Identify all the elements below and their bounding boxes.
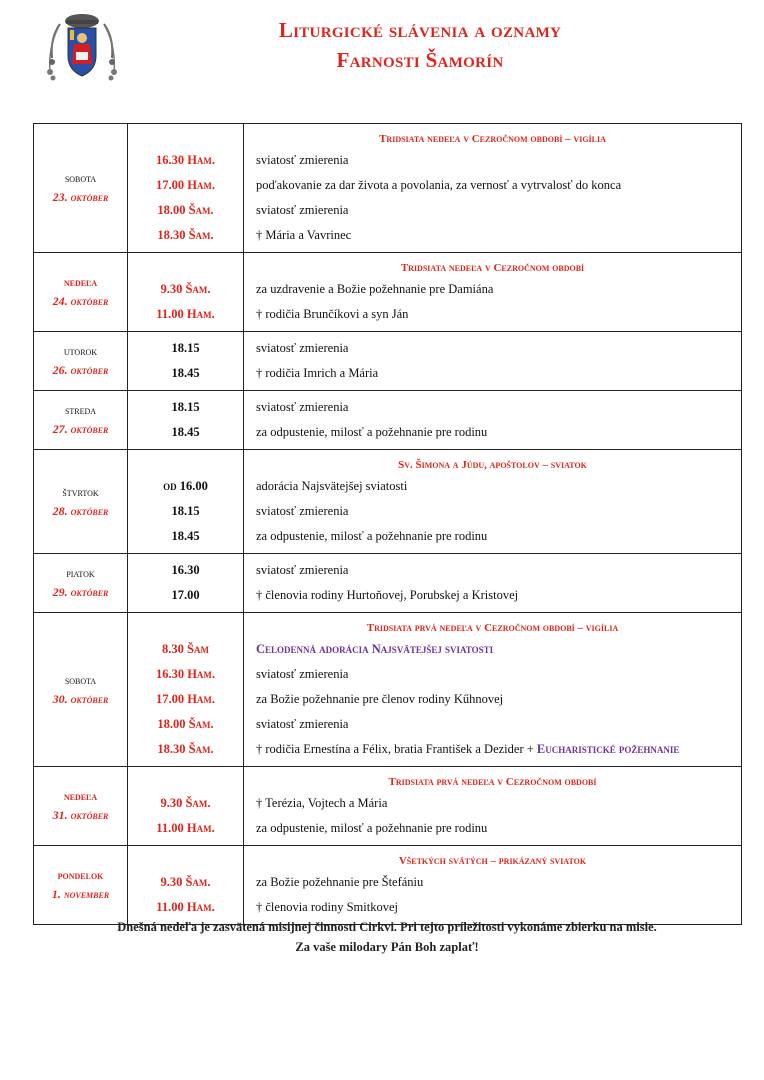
mass-time: 18.15 — [171, 400, 200, 414]
mass-time: 18.45 — [171, 529, 200, 543]
day-name: utorok — [63, 346, 98, 358]
mass-time: 8.30 Šam — [162, 642, 209, 656]
mass-time: 9.30 Šam. — [160, 875, 211, 889]
intention-text: † rodičia Brunčíkovi a syn Ján — [256, 307, 409, 321]
day-date: 31. október — [52, 808, 109, 822]
mass-intention — [244, 737, 741, 762]
mass-intention — [244, 870, 741, 895]
intention-text: za Božie požehnanie pre členov rodiny Kűhnovej — [256, 692, 504, 706]
intentions-cell — [244, 124, 742, 253]
day-date: 28. október — [52, 503, 109, 518]
mass-intention — [244, 791, 741, 816]
mass-intention — [244, 816, 741, 841]
mass-intention — [244, 173, 741, 198]
day-row — [34, 391, 742, 450]
mass-time: 11.00 Ham. — [156, 307, 215, 321]
day-cell — [34, 554, 128, 613]
mass-intention — [244, 474, 741, 499]
feast-title: Tridsiata prvá nedeľa v Cezročnom období — [388, 776, 597, 788]
day-cell — [34, 253, 128, 332]
times-cell — [128, 332, 244, 391]
day-row — [34, 767, 742, 846]
feast-title: Všetkých svätých – prikázaný sviatok — [398, 855, 587, 867]
intention-text: Celodenná adorácia Najsvätejšej sviatosti — [256, 642, 494, 656]
intention-text: za odpustenie, milosť a požehnanie pre rodinu — [256, 821, 488, 835]
footer-thanks: Za vaše milodary Pán Boh zaplať! — [295, 940, 479, 954]
mass-time: 18.00 Šam. — [157, 717, 214, 731]
footer-note: Dnešná nedeľa je zasvätená misijnej činnosti Cirkvi. Pri tejto príležitosti vykonáme zbierku na misie. — [117, 920, 657, 934]
intention-text: † rodičia Ernestína a Félix, bratia František a Dezider + — [256, 742, 537, 756]
day-name: piatok — [66, 568, 95, 580]
day-row — [34, 332, 742, 391]
mass-time: 18.00 Šam. — [157, 203, 214, 217]
mass-time: 18.45 — [171, 366, 200, 380]
day-date: 26. október — [52, 363, 109, 377]
day-date: 30. október — [52, 691, 109, 706]
mass-time: 16.30 Ham. — [155, 667, 216, 681]
times-cell — [128, 391, 244, 450]
intention-text: za Božie požehnanie pre Štefániu — [256, 875, 424, 889]
mass-time: 9.30 Šam. — [160, 282, 211, 296]
day-date: 1. november — [51, 887, 110, 901]
mass-intention — [244, 198, 741, 223]
intentions-cell — [244, 253, 742, 332]
intention-text: † členovia rodiny Hurtoňovej, Porubskej a Kristovej — [256, 588, 519, 602]
day-cell — [34, 332, 128, 391]
intention-text: sviatosť zmierenia — [256, 203, 349, 217]
mass-intention — [244, 499, 741, 524]
day-name: štvrtok — [62, 486, 99, 499]
day-row — [34, 846, 742, 925]
times-cell — [128, 554, 244, 613]
times-cell — [128, 613, 244, 767]
day-name: nedeľa — [63, 277, 98, 289]
intention-text: † Terézia, Vojtech a Mária — [256, 796, 388, 810]
mass-intention — [244, 223, 741, 248]
intention-text: sviatosť zmierenia — [256, 504, 349, 518]
mass-time: od 16.00 — [163, 479, 208, 493]
parish-coat-of-arms-icon — [44, 12, 120, 84]
day-cell — [34, 846, 128, 925]
page-title: Liturgické slávenia a oznamy — [278, 18, 562, 42]
mass-intention — [244, 302, 741, 327]
intention-text: sviatosť zmierenia — [256, 667, 349, 681]
day-row — [34, 253, 742, 332]
mass-time: 17.00 Ham. — [155, 178, 216, 192]
times-cell — [128, 767, 244, 846]
day-name: pondelok — [57, 870, 104, 882]
mass-intention — [244, 361, 741, 386]
feast-title: Tridsiata nedeľa v Cezročnom období – vigília — [379, 133, 606, 145]
day-cell — [34, 450, 128, 554]
feast-title: Tridsiata prvá nedeľa v Cezročnom období – vigília — [366, 622, 619, 634]
times-cell — [128, 450, 244, 554]
mass-time: 18.30 Šam. — [157, 742, 214, 756]
mass-intention — [244, 420, 741, 445]
mass-time: 16.30 Ham. — [155, 153, 216, 167]
day-row — [34, 124, 742, 253]
mass-time: 18.45 — [171, 425, 200, 439]
intention-text: za odpustenie, milosť a požehnanie pre rodinu — [256, 529, 488, 543]
mass-intention — [244, 637, 741, 662]
intentions-cell — [244, 767, 742, 846]
intention-text: adorácia Najsvätejšej sviatosti — [256, 479, 408, 493]
mass-intention — [244, 148, 741, 173]
mass-time: 18.15 — [171, 504, 200, 518]
intention-text: † Mária a Vavrinec — [256, 228, 352, 242]
mass-intention — [244, 558, 741, 583]
mass-time: 17.00 — [171, 588, 200, 602]
day-row — [34, 450, 742, 554]
mass-intention — [244, 712, 741, 737]
day-date: 27. október — [52, 422, 109, 436]
intention-text: sviatosť zmierenia — [256, 153, 349, 167]
mass-time: 11.00 Ham. — [156, 900, 215, 914]
day-row — [34, 613, 742, 767]
day-date: 23. október — [52, 190, 109, 204]
mass-intention — [244, 662, 741, 687]
mass-time: 17.00 Ham. — [155, 692, 216, 706]
intention-text: sviatosť zmierenia — [256, 341, 349, 355]
mass-time: 9.30 Šam. — [160, 796, 211, 810]
intention-suffix: Eucharistické požehnanie — [536, 742, 680, 756]
day-row — [34, 554, 742, 613]
mass-intention — [244, 277, 741, 302]
day-cell — [34, 391, 128, 450]
mass-intention — [244, 524, 741, 549]
mass-intention — [244, 336, 741, 361]
times-cell — [128, 846, 244, 925]
day-name: nedeľa — [63, 791, 98, 803]
intention-text: za odpustenie, milosť a požehnanie pre rodinu — [256, 425, 488, 439]
intention-text: † členovia rodiny Smitkovej — [256, 900, 398, 914]
mass-intention — [244, 583, 741, 608]
intentions-cell — [244, 332, 742, 391]
day-date: 24. október — [52, 294, 109, 308]
mass-time: 11.00 Ham. — [156, 821, 215, 835]
mass-time: 18.30 Šam. — [157, 228, 214, 242]
intention-text: sviatosť zmierenia — [256, 717, 349, 731]
schedule-table — [33, 123, 742, 925]
feast-title: Tridsiata nedeľa v Cezročnom období — [400, 262, 585, 274]
day-cell — [34, 767, 128, 846]
intention-text: sviatosť zmierenia — [256, 400, 349, 414]
feast-title: Sv. Šimona a Júdu, apoštolov – sviatok — [398, 459, 587, 471]
day-name: sobota — [64, 173, 97, 185]
page-subtitle: Farnosti Šamorín — [336, 48, 504, 72]
day-date: 29. október — [52, 585, 109, 599]
intentions-cell — [244, 554, 742, 613]
mass-time: 16.30 — [171, 563, 200, 577]
intentions-cell — [244, 450, 742, 554]
intention-text: † rodičia Imrich a Mária — [256, 366, 379, 380]
intention-text: za uzdravenie a Božie požehnanie pre Damiána — [256, 282, 494, 296]
mass-time: 18.15 — [171, 341, 200, 355]
mass-intention — [244, 395, 741, 420]
mass-intention — [244, 895, 741, 920]
intention-text: poďakovanie za dar života a povolania, za vernosť a vytrvalosť do konca — [256, 178, 622, 192]
mass-intention — [244, 687, 741, 712]
intentions-cell — [244, 391, 742, 450]
intention-text: sviatosť zmierenia — [256, 563, 349, 577]
intentions-cell — [244, 846, 742, 925]
day-name: sobota — [64, 674, 97, 687]
day-cell — [34, 613, 128, 767]
day-cell — [34, 124, 128, 253]
times-cell — [128, 124, 244, 253]
day-name: streda — [64, 405, 97, 417]
times-cell — [128, 253, 244, 332]
intentions-cell — [244, 613, 742, 767]
